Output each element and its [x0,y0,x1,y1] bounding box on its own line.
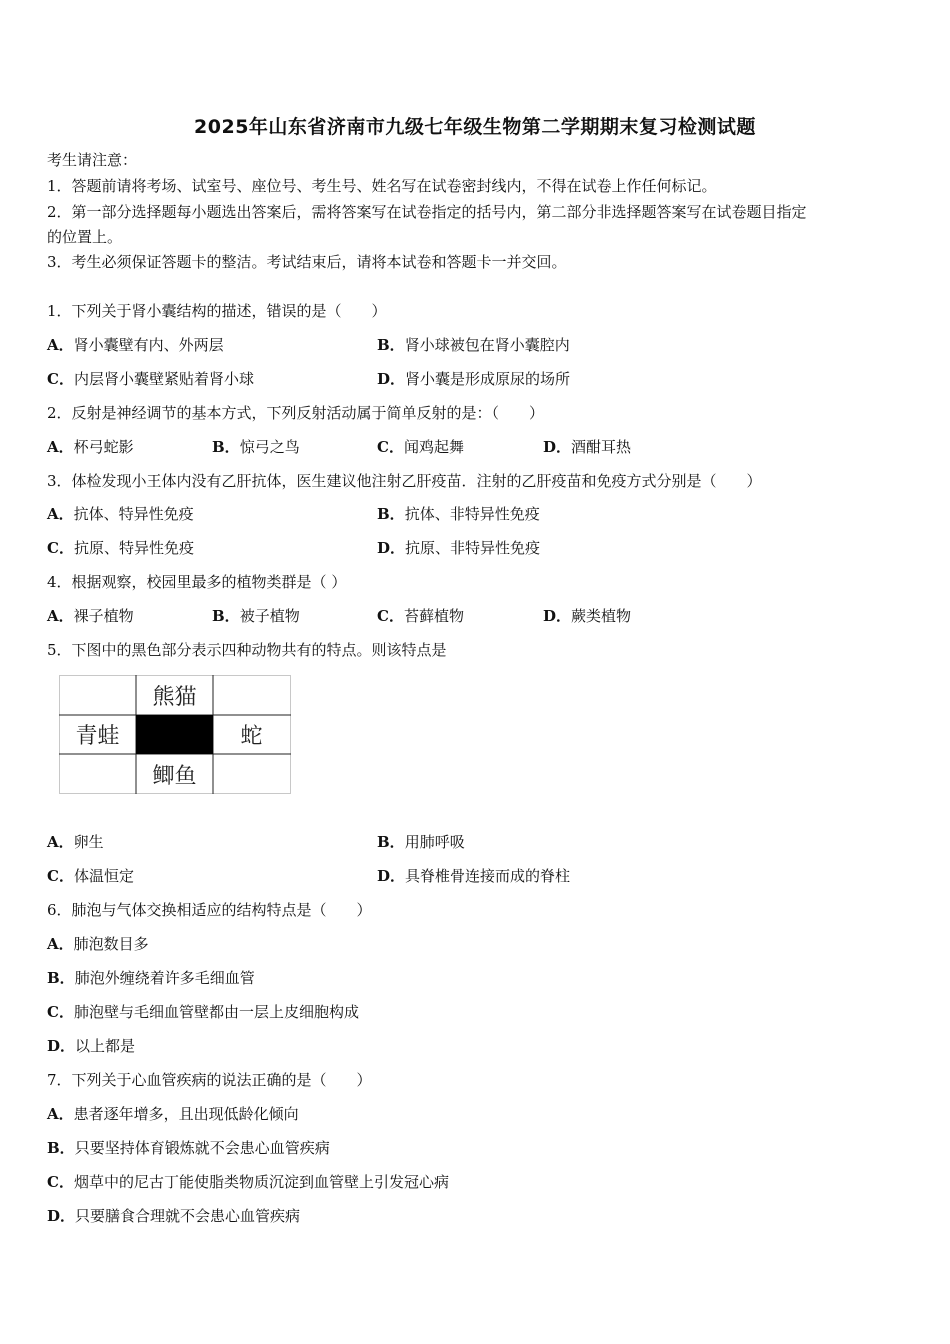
diagram-label-panda: 熊猫 [152,684,197,710]
question-1-stem: 1．下列关于肾小囊结构的描述，错误的是（ ） [47,302,387,320]
option-text: 肾小囊壁有内、外两层 [73,336,224,354]
option-letter: A． [47,833,74,851]
question-7-option-a [47,1104,299,1124]
question-6-stem: 6．肺泡与气体交换相适应的结构特点是（ ） [47,901,372,919]
question-7-stem: 7．下列关于心血管疾病的说法正确的是（ ） [47,1071,372,1089]
notice-heading: 考生请注意： [47,151,138,169]
option-letter: B． [212,438,240,456]
option-text: 只要坚持体育锻炼就不会患心血管疾病 [74,1139,330,1157]
option-letter: A． [47,336,74,354]
option-text: 杯弓蛇影 [73,438,134,456]
question-7-option-b [47,1138,330,1158]
option-letter: B． [377,833,405,851]
option-letter: A． [47,438,74,456]
option-text: 抗体、非特异性免疫 [404,505,540,523]
option-text: 酒酣耳热 [571,438,632,456]
option-letter: B． [47,1139,75,1157]
question-6-option-b [47,968,255,988]
option-letter: A． [47,607,74,625]
question-2-option-a [47,437,134,457]
option-letter: D． [377,867,406,885]
option-letter: B． [377,336,405,354]
option-text: 用肺呼吸 [404,833,465,851]
option-text: 卵生 [73,833,104,851]
question-3-option-a [47,504,194,524]
notice-item: 2．第一部分选择题每小题选出答案后，需将答案写在试卷指定的括号内，第二部分非选择题答案写在试卷题目指定 [47,203,807,221]
question-6-option-c [47,1002,359,1022]
question-2-stem: 2．反射是神经调节的基本方式，下列反射活动属于简单反射的是：（ ） [47,404,545,422]
option-letter: C． [47,539,74,557]
option-letter: A． [47,935,74,953]
option-text: 被子植物 [239,607,300,625]
option-text: 烟草中的尼古丁能使脂类物质沉淀到血管壁上引发冠心病 [73,1173,449,1191]
question-1-option-b [377,335,570,355]
question-3-option-b [377,504,540,524]
question-6-option-d [47,1036,135,1056]
option-letter: D． [543,438,572,456]
animal-venn-diagram [59,675,291,794]
question-3-option-d [377,538,540,558]
option-letter: C． [377,438,404,456]
option-text: 肾小球被包在肾小囊腔内 [404,336,570,354]
question-5-option-c [47,866,134,886]
question-5-option-b [377,832,465,852]
question-6-option-a [47,934,149,954]
option-text: 患者逐年增多，且出现低龄化倾向 [73,1105,299,1123]
question-3-option-c [47,538,194,558]
option-text: 惊弓之鸟 [239,438,300,456]
question-4-option-a [47,606,134,626]
question-1-option-d [377,369,570,389]
question-4-option-d [543,606,631,626]
diagram-label-frog: 青蛙 [75,724,120,749]
question-5-stem: 5．下图中的黑色部分表示四种动物共有的特点。则该特点是 [47,641,447,659]
option-letter: D． [47,1207,76,1225]
page-title: 2025年山东省济南市九级七年级生物第二学期期末复习检测试题 [194,116,756,138]
option-text: 肾小囊是形成原尿的场所 [405,370,571,388]
option-letter: C． [47,1003,74,1021]
question-7-option-d [47,1206,300,1226]
shared-feature-block [136,715,213,754]
option-letter: C． [47,370,74,388]
option-text: 只要膳食合理就不会患心血管疾病 [75,1207,301,1225]
option-letter: B． [377,505,405,523]
question-2-option-d [543,437,631,457]
question-7-option-c [47,1172,449,1192]
question-2-option-b [212,437,300,457]
option-text: 肺泡数目多 [73,935,149,953]
question-5-option-a [47,832,104,852]
question-4-stem: 4．根据观察，校园里最多的植物类群是（ ） [47,573,347,591]
notice-item: 1．答题前请将考场、试室号、座位号、考生号、姓名写在试卷密封线内，不得在试卷上作任何标记。 [47,177,717,195]
option-text: 抗体、特异性免疫 [73,505,194,523]
option-letter: D． [377,539,406,557]
option-text: 具脊椎骨连接而成的脊柱 [405,867,571,885]
option-text: 抗原、特异性免疫 [73,539,194,557]
option-letter: D． [377,370,406,388]
diagram-label-crucian-carp: 鲫鱼 [152,763,197,789]
option-letter: D． [47,1037,76,1055]
option-letter: D． [543,607,572,625]
option-text: 肺泡壁与毛细血管壁都由一层上皮细胞构成 [73,1003,359,1021]
option-text: 裸子植物 [73,607,134,625]
question-2-option-c [377,437,464,457]
diagram-label-snake: 蛇 [240,724,263,749]
question-4-option-c [377,606,464,626]
notice-item: 3．考生必须保证答题卡的整洁。考试结束后，请将本试卷和答题卡一并交回。 [47,253,567,271]
question-3-stem: 3．体检发现小王体内没有乙肝抗体，医生建议他注射乙肝疫苗．注射的乙肝疫苗和免疫方式分别是（ ） [47,472,762,490]
question-5-option-d [377,866,570,886]
option-letter: C． [47,867,74,885]
option-text: 以上都是 [75,1037,136,1055]
option-letter: B． [212,607,240,625]
option-text: 肺泡外缠绕着许多毛细血管 [74,969,255,987]
option-letter: C． [47,1173,74,1191]
option-text: 蕨类植物 [571,607,632,625]
option-letter: B． [47,969,75,987]
option-letter: A． [47,1105,74,1123]
option-text: 体温恒定 [73,867,134,885]
notice-item: 的位置上。 [47,228,123,246]
option-text: 内层肾小囊壁紧贴着肾小球 [73,370,254,388]
option-letter: A． [47,505,74,523]
option-text: 闻鸡起舞 [403,438,464,456]
option-letter: C． [377,607,404,625]
option-text: 抗原、非特异性免疫 [405,539,541,557]
question-1-option-c [47,369,254,389]
question-1-option-a [47,335,224,355]
option-text: 苔藓植物 [403,607,464,625]
question-4-option-b [212,606,300,626]
